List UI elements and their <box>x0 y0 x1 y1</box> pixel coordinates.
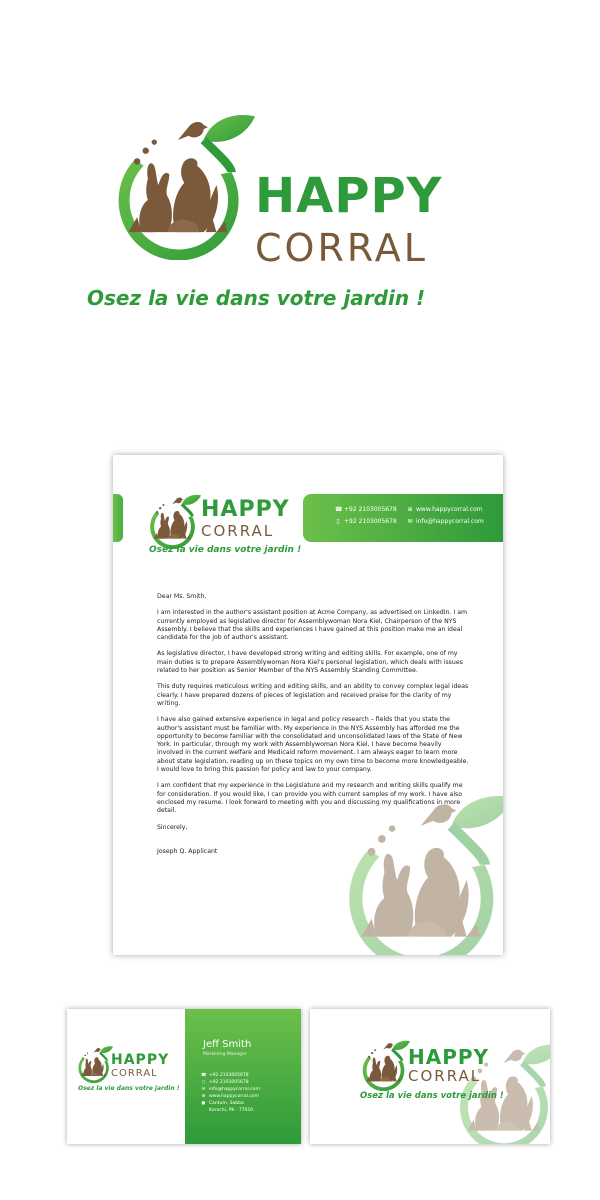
brand-name-line1: HAPPY <box>408 1045 490 1069</box>
card-contact-line: ● Cantum, Sabba <box>201 1101 244 1106</box>
card-logo <box>358 1039 508 1119</box>
business-card-back <box>310 1009 550 1144</box>
brand-name-line2: CORRAL <box>111 1068 158 1079</box>
brand-name-line2: CORRAL <box>408 1067 482 1085</box>
card-contact-line: ▯ +92 2103005678 <box>202 1080 249 1085</box>
mobile-icon: ▯ <box>202 1080 205 1085</box>
brand-logo-icon <box>358 1039 410 1091</box>
letter-paragraph: As legislative director, I have developed strong writing and editing skills. For example, one of my main duties is to prepare Assemblywoman Nora Kiel's personal legislation, which deals with issues related to her position as Senior Member of the NYS Assembly Standing Committee. <box>157 650 463 675</box>
letter-paragraph: I am interested in the author's assistant position at Acme Company, as advertised on LinkedIn. I am currently employed as legislative director for Assemblywoman Nora Kiel, Chairperson of the NYS Assembly. I believe that the skills and experiences I have gained at this position make me an ideal candidate for the job of author's assistant. <box>157 609 468 642</box>
letter-paragraph: I am confident that my experience in the Legislature and my research and writing skills qualify me for consideration. If you would like, I can provide you with current samples of my work. I have also enclosed my resume. I look forward to meeting with you and discussing my qualifications in more detail. <box>157 782 463 815</box>
letter-closing: Sincerely, <box>157 823 188 831</box>
phone-icon: ☎ <box>335 506 343 513</box>
location-icon: ● <box>201 1101 206 1106</box>
letter-paragraph: This duty requires meticulous writing and editing skills, and an ability to convey complex legal ideas clearly. I have prepared dozens of pieces of legislation and received praise for the clarity of my writing. <box>157 683 469 707</box>
brand-tagline: Osez la vie dans votre jardin ! <box>78 1085 180 1092</box>
brand-name-line1: HAPPY <box>111 1052 170 1068</box>
letter-signature: Joseph Q. Applicant <box>157 847 218 855</box>
brand-logo-icon <box>75 1045 113 1083</box>
brand-tagline: Osez la vie dans votre jardin ! <box>87 286 426 310</box>
card-person-name: Jeff Smith <box>203 1039 252 1050</box>
mail-icon: ✉ <box>201 1087 206 1092</box>
letterhead-contact-mobile: ▯ +92 2103005678 <box>336 518 397 525</box>
brand-logo-icon <box>105 110 255 260</box>
brand-name-line1: HAPPY <box>201 497 290 522</box>
brand-name-line2: CORRAL <box>255 226 428 270</box>
letter-paragraph: I have also gained extensive experience in legal and policy research – fields that you state the author's assistant must be familiar with. My experience in the NYS Assembly has afforded me the opportunity to become familiar with the consolidated and unconsolidated laws of the State of New York. In particular, through my work with Assemblywoman Nora Kiel, I have become heavily involved in the current welfare and Medicaid reform movement. I am always eager to learn more about state legislation, reading up on these topics on my own time to become more knowledgeable. I would love to bring this passion for policy and law to your company. <box>157 716 469 774</box>
letterhead-contact-web: ⊕ www.happycorral.com <box>407 506 483 513</box>
mobile-icon: ▯ <box>336 518 340 525</box>
web-icon: ⊕ <box>201 1094 206 1099</box>
letter-salutation: Dear Ms. Smith, <box>157 593 207 600</box>
letterhead-contact-mail: ✉ info@happycorral.com <box>407 518 484 525</box>
card-contact-line: ✉ info@happycorral.com <box>201 1087 260 1092</box>
letterhead-logo <box>145 493 315 563</box>
card-person-role: Marketing Manager <box>203 1052 247 1057</box>
brand-name-line2: CORRAL <box>201 522 275 540</box>
letterhead <box>113 455 503 955</box>
brand-name-line1: HAPPY <box>255 168 443 224</box>
letterhead-contact-phone: ☎ +92 2103005678 <box>335 506 397 513</box>
card-logo <box>75 1045 185 1105</box>
letterhead-accent-left <box>113 494 123 542</box>
main-logo <box>87 110 505 310</box>
card-contact-line: ☎ +92 2103005678 <box>201 1073 249 1078</box>
mail-icon: ✉ <box>407 518 413 525</box>
web-icon: ⊕ <box>407 506 413 513</box>
card-contact-line: Karachi, PK - 77650 <box>209 1108 254 1113</box>
brand-tagline: Osez la vie dans votre jardin ! <box>149 545 302 555</box>
business-card-front <box>67 1009 301 1144</box>
phone-icon: ☎ <box>201 1073 207 1078</box>
card-contact-line: ⊕ www.happycorral.com <box>201 1094 259 1099</box>
watermark-logo-icon <box>328 790 503 955</box>
brand-tagline: Osez la vie dans votre jardin ! <box>360 1091 504 1101</box>
letterhead-contact-bar <box>303 494 503 542</box>
brand-logo-icon <box>145 493 201 549</box>
